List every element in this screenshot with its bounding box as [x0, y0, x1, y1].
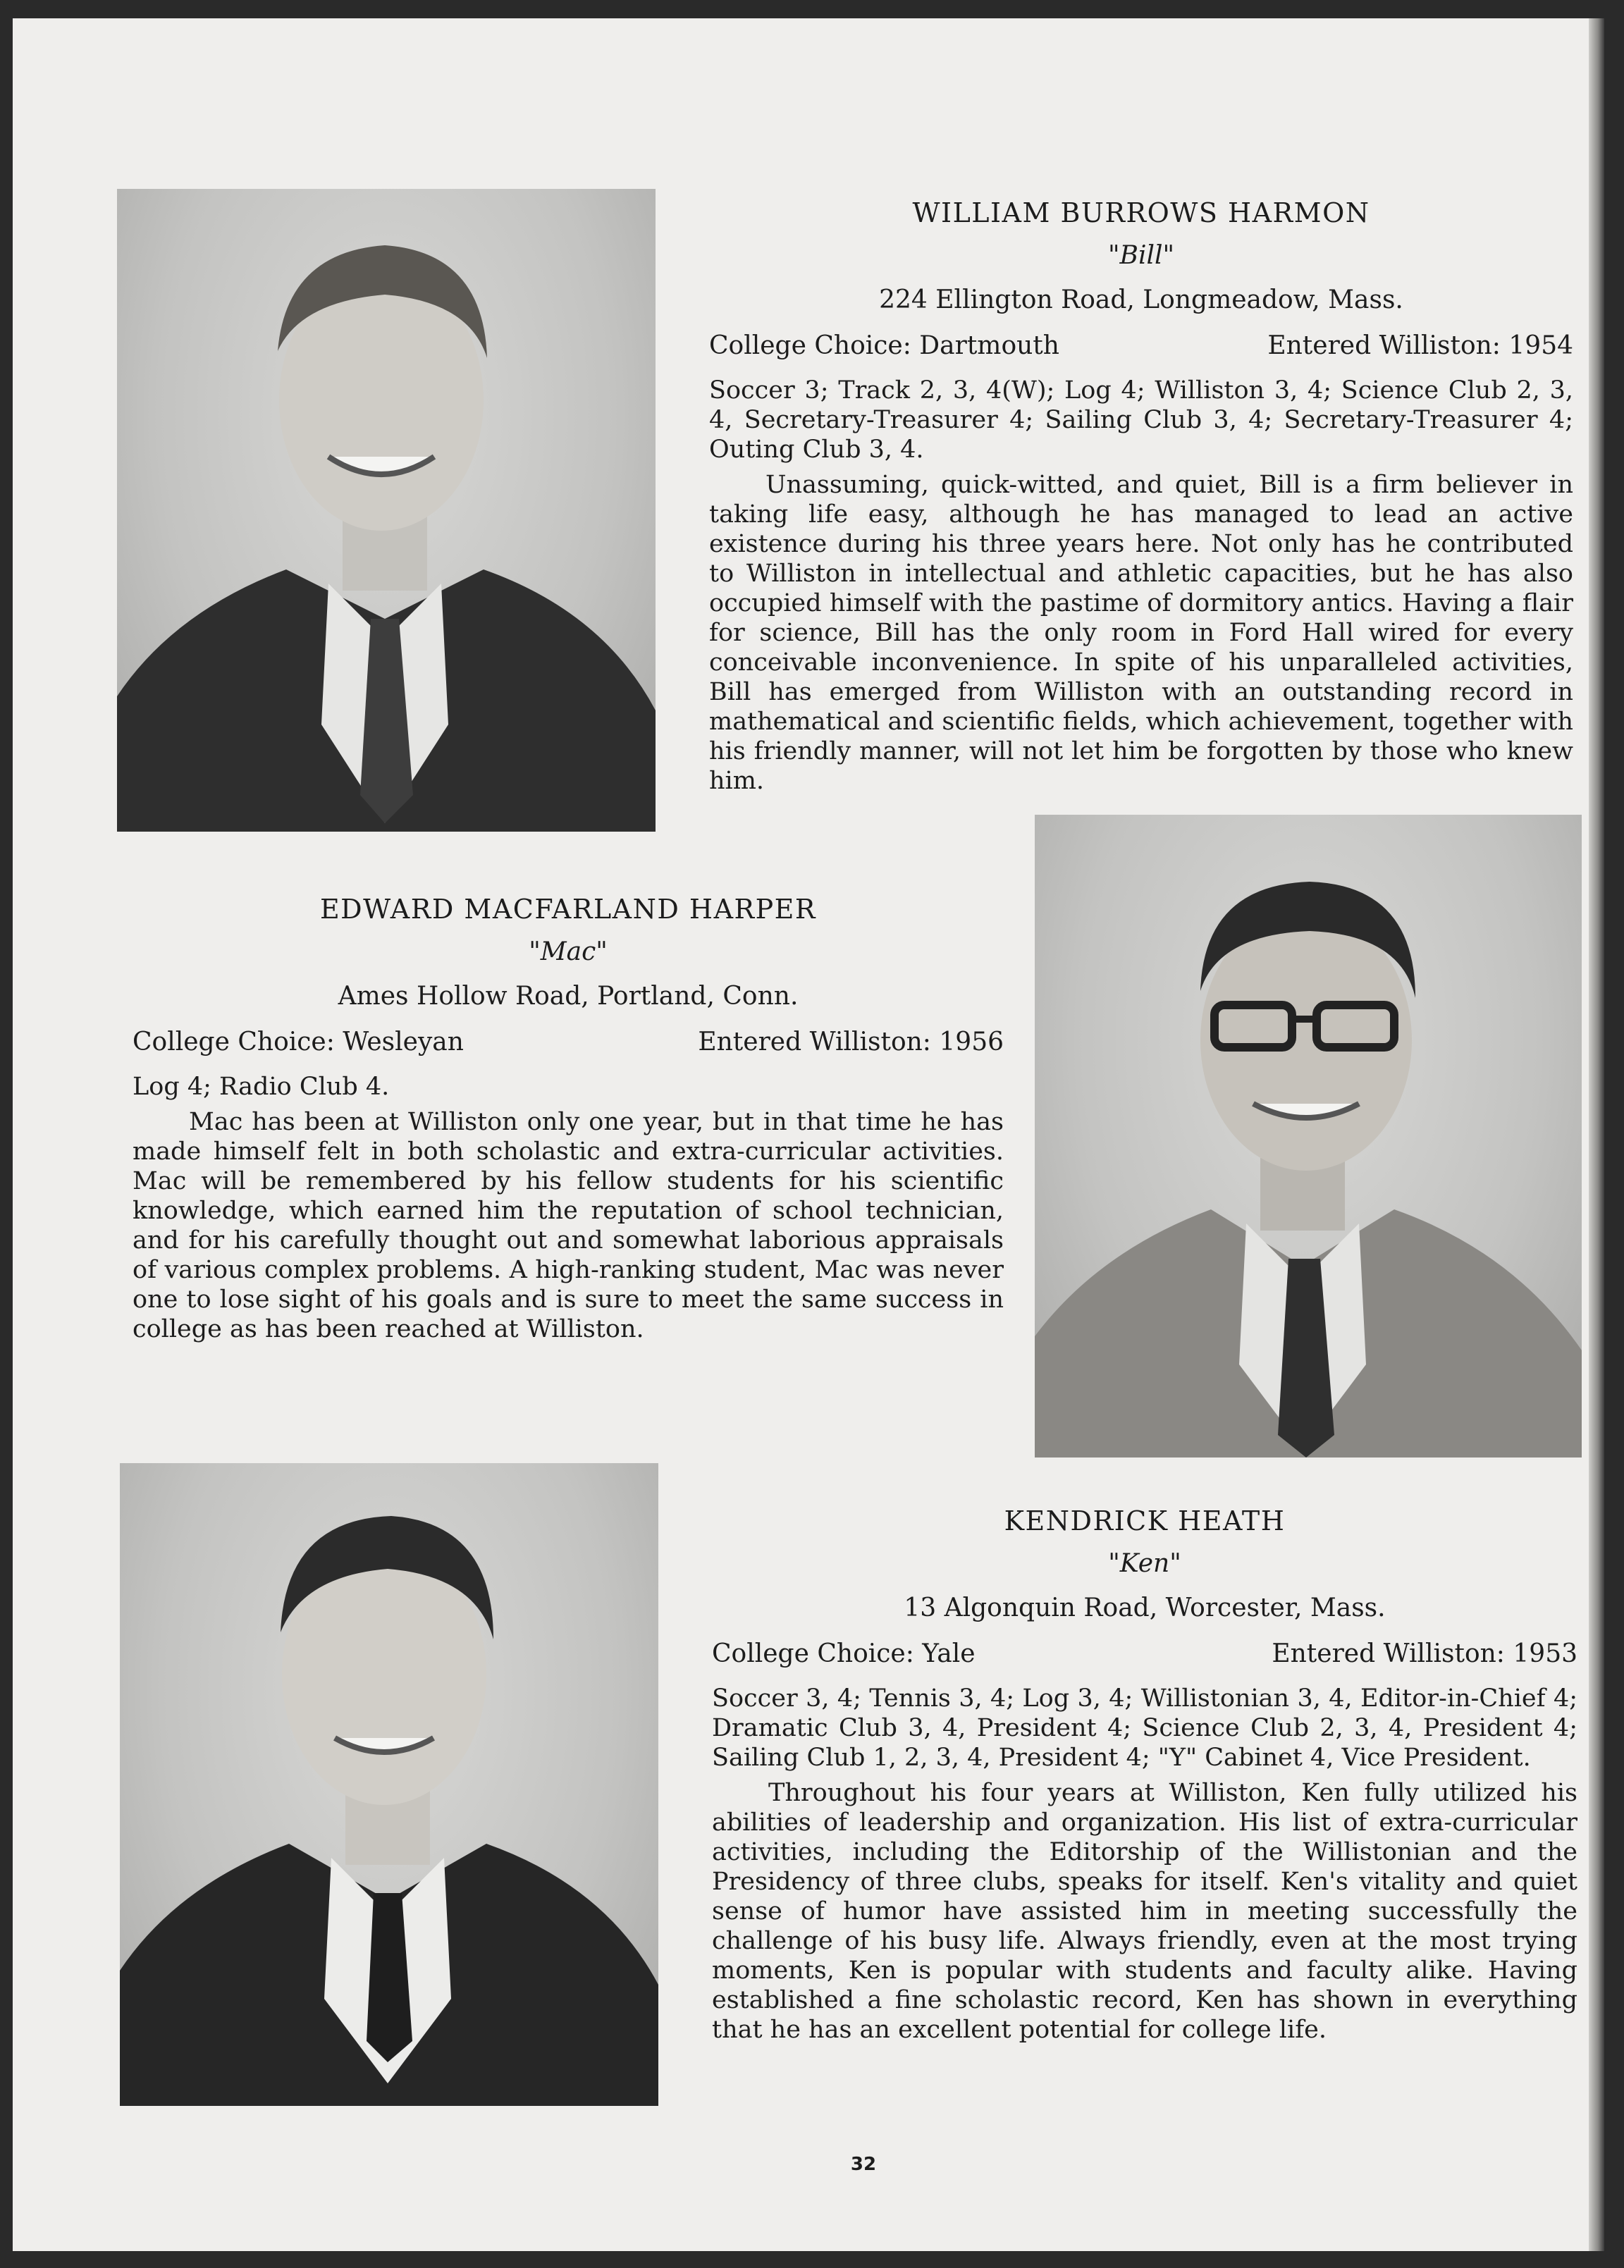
- portrait-photo-harper: [1035, 815, 1582, 1457]
- college-line: [133, 1028, 1004, 1056]
- college-choice: College Choice: Wesleyan: [133, 1028, 464, 1056]
- page-number: 32: [850, 2154, 877, 2175]
- student-address: 224 Ellington Road, Longmeadow, Mass.: [879, 285, 1403, 314]
- entered-year: Entered Williston: 1956: [698, 1028, 1004, 1056]
- student-entry-harmon: [709, 197, 1573, 796]
- student-activities: Soccer 3, 4; Tennis 3, 4; Log 3, 4; Willistonian 3, 4, Editor-in-Chief 4; Dramatic Club 3, 4, President 4; Science Club 2, 3, 4, President 4; Sailing Club 1, 2, 3, 4, President 4; "Y" Cabinet 4, Vice President.: [712, 1684, 1577, 1772]
- portrait-photo-heath: [120, 1463, 658, 2106]
- page-spine-shadow: [1589, 18, 1604, 2251]
- yearbook-page: [13, 18, 1604, 2251]
- student-activities: Log 4; Radio Club 4.: [133, 1073, 390, 1101]
- portrait-photo-harmon: [117, 189, 656, 832]
- college-choice: College Choice: Yale: [712, 1639, 976, 1668]
- student-bio: Throughout his four years at Williston, Ken fully utilized his abilities of leadership and organization. His list of extra-curricular activities, including the Editorship of the Willistonian and the Presidency of three clubs, speaks for itself. Ken's vitality and quiet sense of humor have assisted him in meeting successfully the challenge of his busy life. Always friendly, even at the most trying moments, Ken is popular with students and faculty alike. Having established a fine scholastic record, Ken has shown in everything that he has an excellent potential for college life.: [712, 1779, 1577, 2044]
- student-name: EDWARD MACFARLAND HARPER: [319, 894, 817, 925]
- student-address: Ames Hollow Road, Portland, Conn.: [338, 982, 799, 1011]
- student-activities: Soccer 3; Track 2, 3, 4(W); Log 4; Williston 3, 4; Science Club 2, 3, 4, Secretary-Treasurer 4; Sailing Club 3, 4; Secretary-Treasurer 4; Outing Club 3, 4.: [709, 376, 1573, 464]
- entered-year: Entered Williston: 1953: [1272, 1639, 1577, 1668]
- entered-year: Entered Williston: 1954: [1267, 331, 1573, 360]
- student-entry-heath: [712, 1505, 1577, 2045]
- student-name: WILLIAM BURROWS HARMON: [912, 197, 1370, 228]
- college-line: [712, 1639, 1577, 1668]
- student-address: 13 Algonquin Road, Worcester, Mass.: [904, 1594, 1386, 1622]
- student-name: KENDRICK HEATH: [1004, 1505, 1286, 1536]
- student-entry-harper: [133, 894, 1004, 1344]
- student-nickname: "Ken": [1108, 1549, 1181, 1578]
- college-choice: College Choice: Dartmouth: [709, 331, 1059, 360]
- student-nickname: "Bill": [1107, 241, 1175, 270]
- student-bio: Mac has been at Williston only one year, but in that time he has made himself felt in both scholastic and extra-curricular activities. Mac will be remembered by his fellow students for his scientific knowledge, which earned him the reputation of school technician, and for his carefully thought out and somewhat laborious appraisals of various complex problems. A high-ranking student, Mac was never one to lose sight of his goals and is sure to meet the same success in college as has been reached at Williston.: [133, 1108, 1004, 1343]
- student-nickname: "Mac": [529, 937, 608, 966]
- college-line: [709, 331, 1573, 360]
- student-bio: Unassuming, quick-witted, and quiet, Bill is a firm believer in taking life easy, although he has managed to lead an active existence during his three years here. Not only has he contributed to Williston in intellectual and athletic capacities, but he has also occupied himself with the pastime of dormitory antics. Having a flair for science, Bill has the only room in Ford Hall wired for every conceivable inconvenience. In spite of his unparalleled activities, Bill has emerged from Williston with an outstanding record in mathematical and scientific fields, which achievement, together with his friendly manner, will not let him be forgotten by those who knew him.: [709, 471, 1573, 795]
